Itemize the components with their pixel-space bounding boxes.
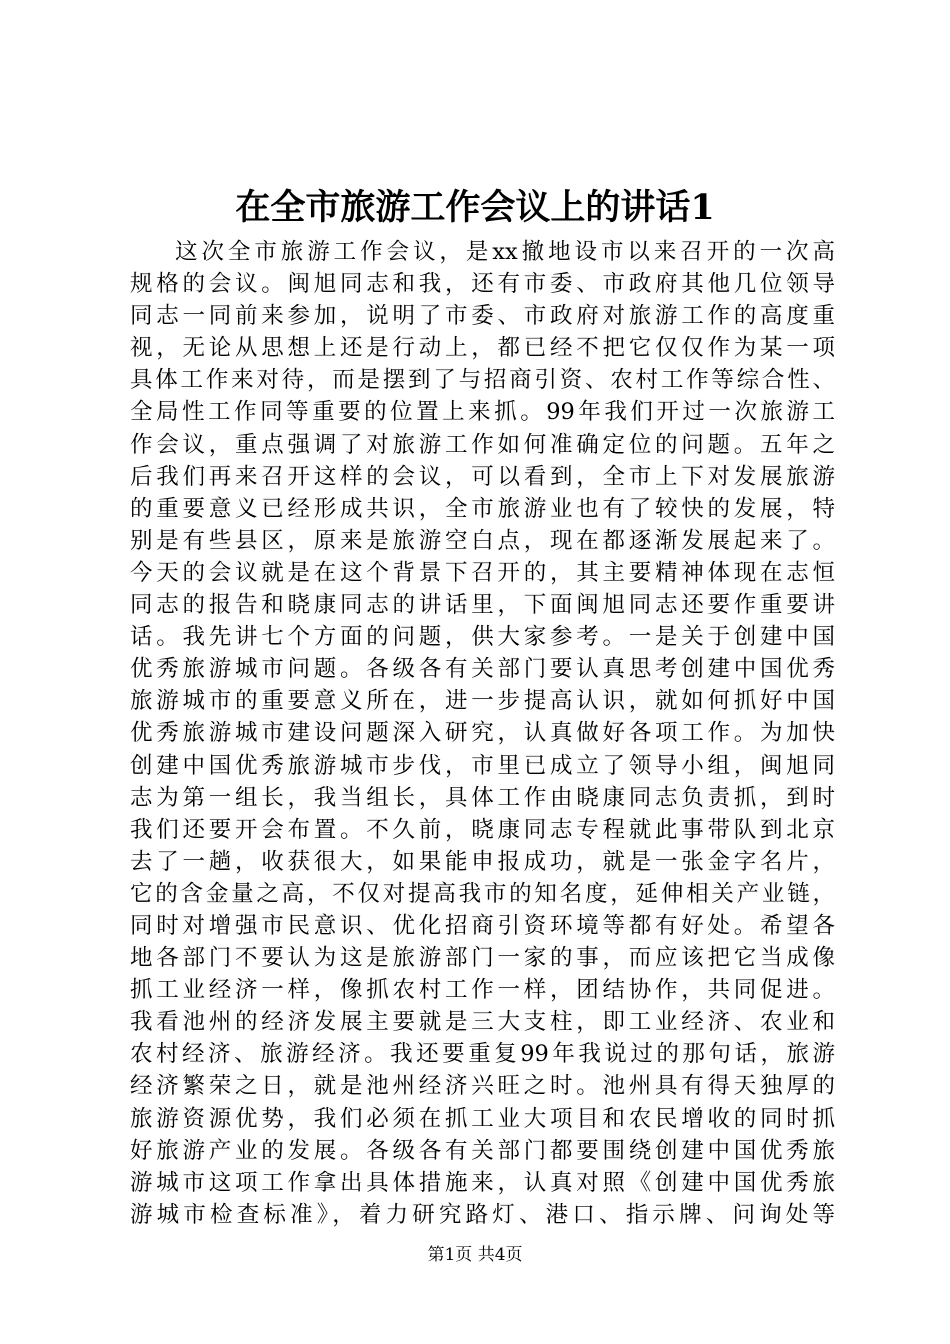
body-line: 农村经济、旅游经济。我还要重复99年我说过的那句话，旅游 xyxy=(130,1041,835,1068)
body-line: 同志一同前来参加，说明了市委、市政府对旅游工作的高度重 xyxy=(130,303,835,330)
body-line: 今天的会议就是在这个背景下召开的，其主要精神体现在志恒 xyxy=(130,559,835,586)
body-line: 它的含金量之高，不仅对提高我市的知名度，延伸相关产业链， xyxy=(130,880,835,907)
body-line: 抓工业经济一样，像抓农村工作一样，团结协作，共同促进。 xyxy=(130,977,835,1004)
body-line: 视，无论从思想上还是行动上，都已经不把它仅仅作为某一项 xyxy=(130,335,835,362)
body-line: 规格的会议。闽旭同志和我，还有市委、市政府其他几位领导 xyxy=(130,271,835,298)
body-line: 旅游城市的重要意义所在，进一步提高认识，就如何抓好中国 xyxy=(130,688,835,715)
body-line: 全局性工作同等重要的位置上来抓。99年我们开过一次旅游工 xyxy=(130,399,835,426)
body-line: 同志的报告和晓康同志的讲话里，下面闽旭同志还要作重要讲 xyxy=(130,592,835,619)
body-line: 的重要意义已经形成共识，全市旅游业也有了较快的发展，特 xyxy=(130,495,835,522)
body-line: 去了一趟，收获很大，如果能申报成功，就是一张金字名片， xyxy=(130,848,835,875)
body-line: 好旅游产业的发展。各级各有关部门都要围绕创建中国优秀旅 xyxy=(130,1137,835,1164)
body-line: 优秀旅游城市建设问题深入研究，认真做好各项工作。为加快 xyxy=(130,720,835,747)
body-line: 优秀旅游城市问题。各级各有关部门要认真思考创建中国优秀 xyxy=(130,656,835,683)
body-line: 话。我先讲七个方面的问题，供大家参考。一是关于创建中国 xyxy=(130,624,835,651)
body-line: 同时对增强市民意识、优化招商引资环境等都有好处。希望各 xyxy=(130,912,835,939)
body-line: 创建中国优秀旅游城市步伐，市里已成立了领导小组，闽旭同 xyxy=(130,752,835,779)
document-body xyxy=(130,236,835,1231)
body-line: 后我们再来召开这样的会议，可以看到，全市上下对发展旅游 xyxy=(130,463,835,490)
document-title: 在全市旅游工作会议上的讲话1 xyxy=(235,187,715,228)
body-line: 我看池州的经济发展主要就是三大支柱，即工业经济、农业和 xyxy=(130,1009,835,1036)
body-line: 地各部门不要认为这是旅游部门一家的事，而应该把它当成像 xyxy=(130,945,835,972)
body-line: 游城市检查标准》，着力研究路灯、港口、指示牌、问询处等 xyxy=(130,1201,835,1228)
body-line: 具体工作来对待，而是摆到了与招商引资、农村工作等综合性、 xyxy=(130,367,835,394)
body-line: 作会议，重点强调了对旅游工作如何准确定位的问题。五年之 xyxy=(130,431,835,458)
page-footer: 第1页 共4页 xyxy=(427,1245,523,1265)
body-line: 这次全市旅游工作会议，是xx撤地设市以来召开的一次高 xyxy=(175,239,835,265)
body-line: 我们还要开会布置。不久前，晓康同志专程就此事带队到北京 xyxy=(130,816,835,843)
body-line: 经济繁荣之日，就是池州经济兴旺之时。池州具有得天独厚的 xyxy=(130,1073,835,1100)
body-line: 志为第一组长，我当组长，具体工作由晓康同志负责抓，到时 xyxy=(130,784,835,811)
body-line: 别是有些县区，原来是旅游空白点，现在都逐渐发展起来了。 xyxy=(130,527,835,554)
body-line: 游城市这项工作拿出具体措施来，认真对照《创建中国优秀旅 xyxy=(130,1169,835,1196)
body-line: 旅游资源优势，我们必须在抓工业大项目和农民增收的同时抓 xyxy=(130,1105,835,1132)
